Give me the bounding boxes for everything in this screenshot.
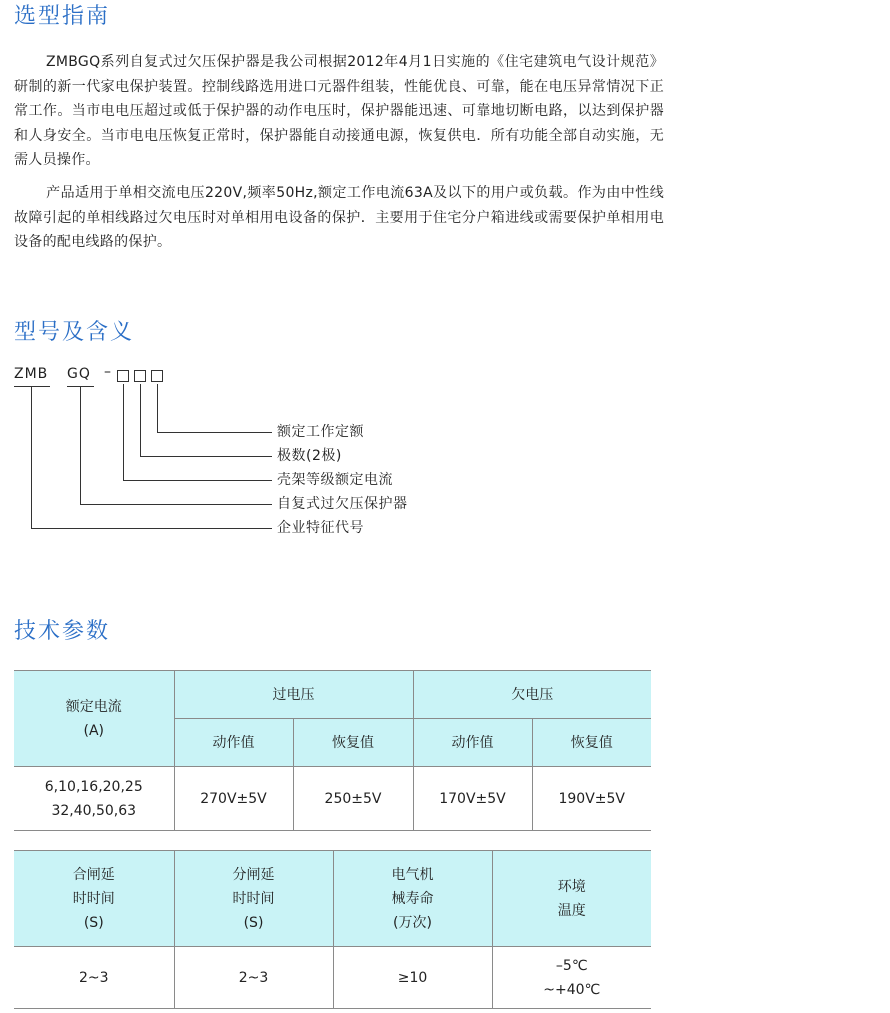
header-close-delay-line3: (S) — [83, 914, 104, 931]
model-placeholder-box-1 — [117, 370, 129, 382]
header-rated-current-line1: 额定电流 — [65, 698, 122, 715]
connector-vertical-enterprise-code — [31, 387, 32, 529]
header-open-delay-line1: 分闸延 — [232, 866, 275, 883]
rated-currents-line1: 6,10,16,20,25 — [44, 778, 143, 795]
table1-header-row-1 — [14, 671, 651, 719]
model-label-protector-type: 自复式过欠压保护器 — [277, 496, 408, 512]
cell-close-delay: 2~3 — [14, 947, 174, 1009]
timing-life-table — [14, 850, 651, 1009]
model-label-enterprise-code: 企业特征代号 — [277, 520, 364, 536]
header-under-action: 动作值 — [413, 719, 532, 767]
header-close-delay-line2: 时时间 — [72, 890, 115, 907]
table2-header-row — [14, 851, 651, 947]
header-mech-life-line3: (万次) — [393, 914, 432, 931]
section-title-tech-params: 技术参数 — [14, 619, 111, 644]
ambient-temp-line1: –5℃ — [555, 957, 588, 974]
connector-vertical-frame-current — [123, 384, 124, 481]
cell-under-action: 170V±5V — [413, 767, 532, 831]
section-title-selection-guide: 选型指南 — [14, 4, 111, 29]
connector-vertical-poles — [140, 384, 141, 457]
header-mech-life-line1: 电气机 — [391, 866, 434, 883]
selection-paragraph-2 — [14, 181, 664, 255]
model-placeholder-box-3 — [151, 370, 163, 382]
header-undervoltage: 欠电压 — [413, 671, 651, 719]
cell-under-recovery: 190V±5V — [532, 767, 651, 831]
model-label-poles: 极数(2极) — [277, 448, 342, 464]
cell-mech-life: ≥10 — [333, 947, 492, 1009]
rated-currents-line2: 32,40,50,63 — [51, 802, 137, 819]
model-code-dash: – — [104, 364, 111, 380]
cell-ambient-temp — [492, 947, 651, 1009]
header-open-delay-line3: (S) — [243, 914, 264, 931]
header-close-delay-line1: 合闸延 — [72, 866, 115, 883]
connector-horizontal-poles — [140, 456, 272, 457]
selection-paragraph-1-text: ZMBGQ系列自复式过欠压保护器是我公司根据2012年4月1日实施的《住宅建筑电气设计规范》研制的新一代家电保护装置。控制线路选用进口元器件组装，性能优良、可靠，能在电压异常情况下正常工作。当市电电压超过或低于保护器的动作电压时，保护器能迅速、可靠地切断电路，以达到保护器和人身安全。当市电电压恢复正常时，保护器能自动接通电源，恢复供电．所有功能全部自动实施，无需人员操作。 — [14, 54, 664, 168]
cell-over-action: 270V±5V — [174, 767, 293, 831]
header-rated-current — [14, 671, 174, 767]
header-mech-life-line2: 械寿命 — [391, 890, 434, 907]
underline-zmb — [14, 386, 50, 387]
cell-open-delay: 2~3 — [174, 947, 333, 1009]
connector-horizontal-rated-duty — [157, 432, 272, 433]
header-rated-current-line2: (A) — [83, 722, 104, 739]
header-close-delay — [14, 851, 174, 947]
header-over-action: 动作值 — [174, 719, 293, 767]
selection-paragraph-2-text: 产品适用于单相交流电压220V,频率50Hz,额定工作电流63A及以下的用户或负载。作为由中性线故障引起的单相线路过欠电压时对单相用电设备的保护．主要用于住宅分户箱进线或需要保护单相用电设备的配电线路的保护。 — [14, 185, 664, 250]
header-ambient-temp — [492, 851, 651, 947]
table-row — [14, 767, 651, 831]
header-overvoltage: 过电压 — [174, 671, 413, 719]
connector-vertical-rated-duty — [157, 384, 158, 433]
cell-rated-currents — [14, 767, 174, 831]
model-code-zmb: ZMB — [14, 366, 49, 382]
connector-horizontal-frame-current — [123, 480, 272, 481]
header-over-recovery: 恢复值 — [293, 719, 413, 767]
header-ambient-temp-line2: 温度 — [557, 902, 586, 919]
header-under-recovery: 恢复值 — [532, 719, 651, 767]
header-ambient-temp-line1: 环境 — [557, 878, 586, 895]
header-mech-life — [333, 851, 492, 947]
header-open-delay — [174, 851, 333, 947]
section-title-model-meaning: 型号及含义 — [14, 320, 135, 345]
table-row — [14, 947, 651, 1009]
connector-horizontal-enterprise-code — [31, 528, 272, 529]
cell-over-recovery: 250±5V — [293, 767, 413, 831]
model-placeholder-box-2 — [134, 370, 146, 382]
header-open-delay-line2: 时时间 — [232, 890, 275, 907]
model-label-frame-current: 壳架等级额定电流 — [277, 472, 393, 488]
connector-vertical-protector-type — [80, 387, 81, 505]
model-label-rated-duty: 额定工作定额 — [277, 424, 364, 440]
model-code-gq: GQ — [67, 366, 91, 382]
voltage-params-table — [14, 670, 651, 831]
ambient-temp-line2: ~+40℃ — [543, 981, 601, 998]
connector-horizontal-protector-type — [80, 504, 272, 505]
selection-paragraph-1 — [14, 50, 664, 173]
